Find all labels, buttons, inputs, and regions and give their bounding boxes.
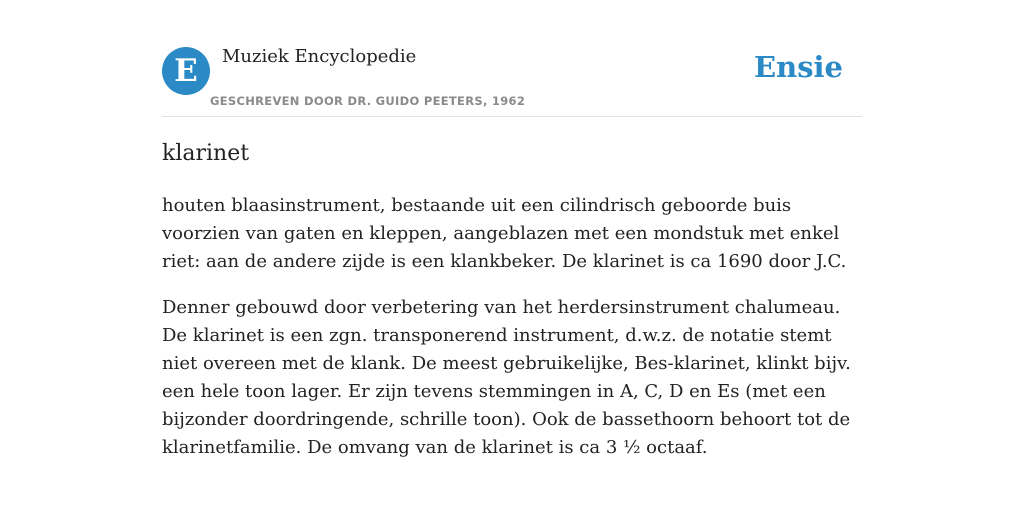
- author-line: GESCHREVEN DOOR DR. GUIDO PEETERS, 1962: [210, 94, 526, 108]
- logo-icon[interactable]: E: [162, 47, 210, 95]
- entry-paragraph: Denner gebouwd door verbetering van het herdersinstrument chalumeau. De klarinet is een zgn. transponerend instrument, d.w.z. de notatie stemt niet overeen met de klank. De meest gebruikelijke, Bes-klarinet, klinkt bijv. een hele toon lager. Er zijn tevens stemmingen in A, C, D en Es (met een bijzonder doordringende, schrille toon). Ook de bassethoorn behoort tot de klarinetfamilie. De omvang van de klarinet is ca 3 ½ octaaf.: [162, 297, 851, 458]
- header: [162, 0, 862, 117]
- entry-title: klarinet: [162, 141, 250, 166]
- brand-logo[interactable]: Ensie: [754, 50, 843, 84]
- entry-paragraph: houten blaasinstrument, bestaande uit een cilindrisch geboorde buis voorzien van gaten en kleppen, aangeblazen met een mondstuk met enkel riet: aan de andere zijde is een klankbeker. De klarinet is ca 1690 door J.C.: [162, 195, 847, 272]
- encyclopedia-title[interactable]: Muziek Encyclopedie: [222, 46, 417, 67]
- entry-body: [162, 192, 870, 480]
